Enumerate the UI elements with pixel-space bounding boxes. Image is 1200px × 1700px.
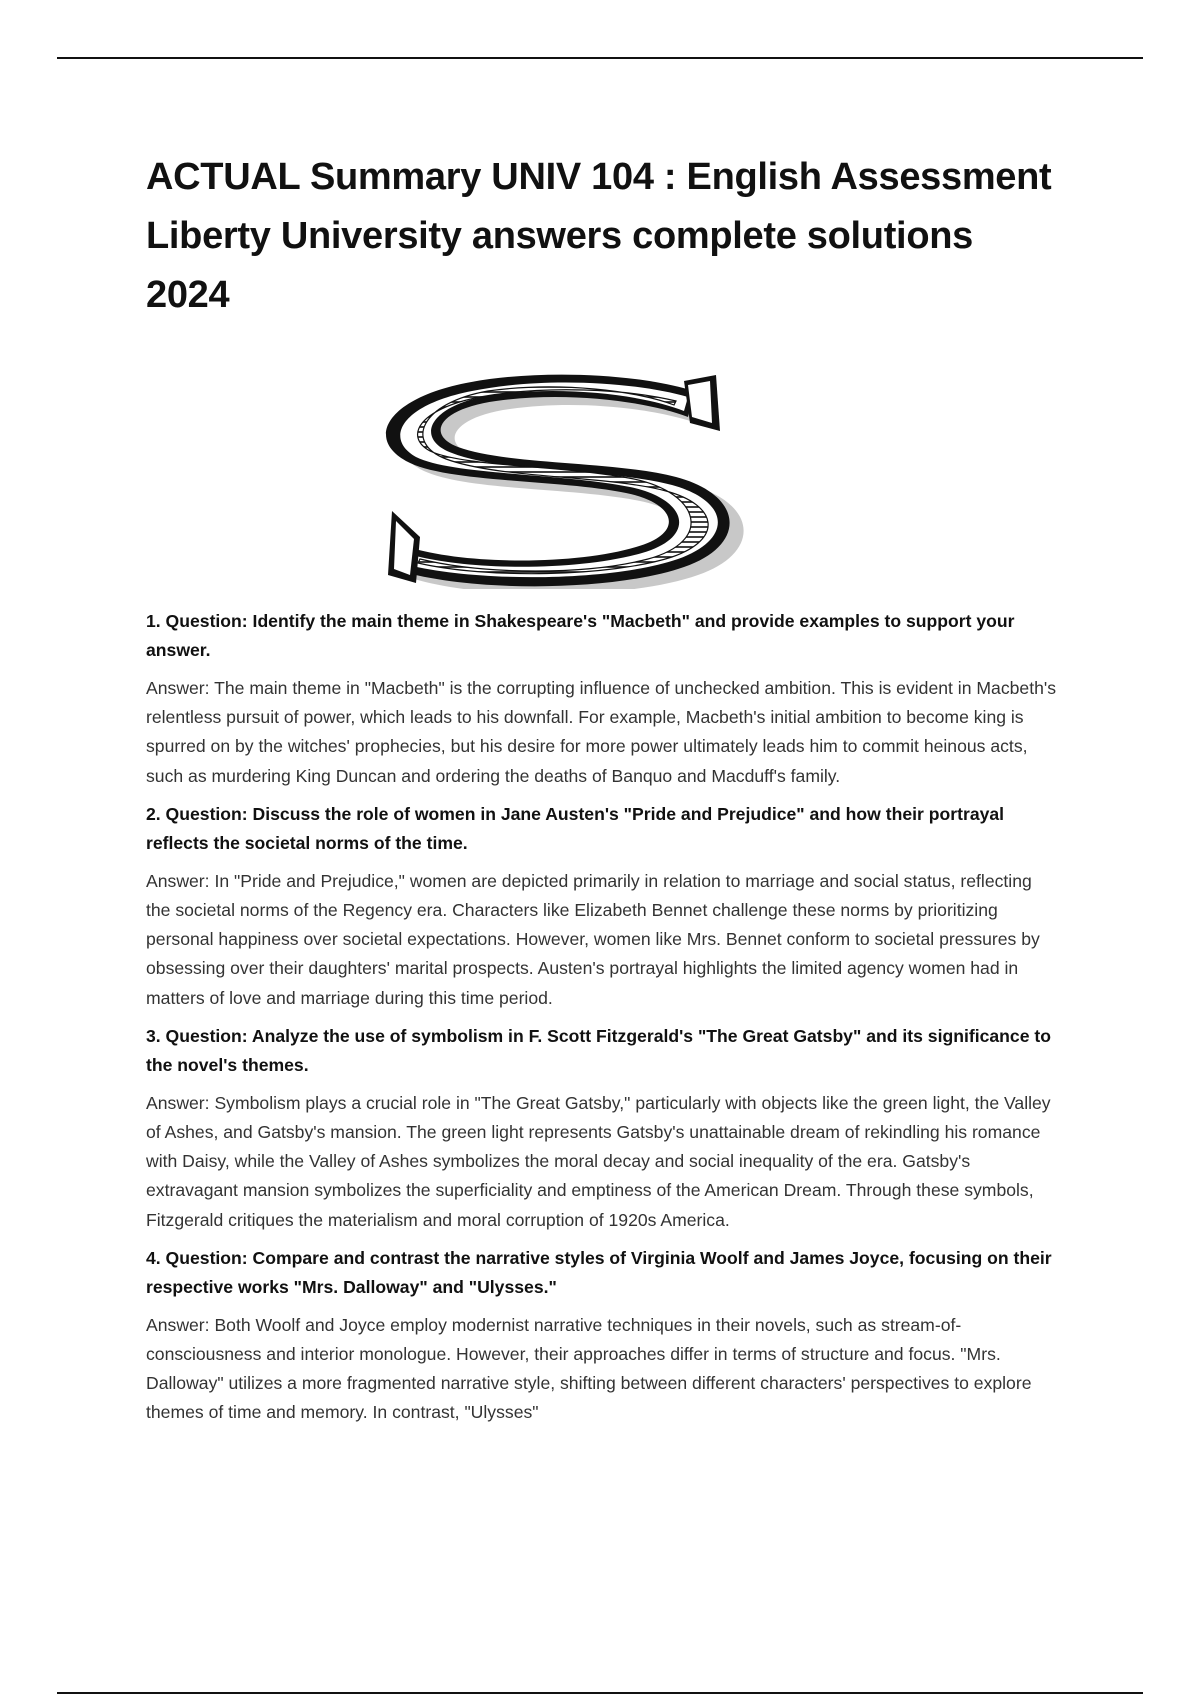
qa-list [146, 607, 1058, 1428]
answer-4: Answer: Both Woolf and Joyce employ modernist narrative techniques in their novels, such as stream-of-consciousness and interior monologue. However, their approaches differ in terms of structure and focus. "Mrs. Dalloway" utilizes a more fragmented narrative style, shifting between different characters' perspectives to explore themes of time and memory. In contrast, "Ulysses" [146, 1314, 1032, 1423]
question-2: 2. Question: Discuss the role of women in Jane Austen's "Pride and Prejudice" and how their portrayal reflects the societal norms of the time. [146, 803, 1005, 853]
document-title: ACTUAL Summary UNIV 104 : English Assessment Liberty University answers complete solutions 2024 [146, 156, 1052, 316]
bottom-rule [57, 1692, 1143, 1694]
stylized-letter-s-logo-icon [296, 361, 806, 589]
question-3: 3. Question: Analyze the use of symbolism in F. Scott Fitzgerald's "The Great Gatsby" and its significance to the novel's themes. [146, 1025, 1051, 1075]
answer-2: Answer: In "Pride and Prejudice," women are depicted primarily in relation to marriage and social status, reflecting the societal norms of the Regency era. Characters like Elizabeth Bennet challenge these norms by prioritizing personal happiness over societal expectations. However, women like Mrs. Bennet conform to societal pressures by obsessing over their daughters' marital prospects. Austen's portrayal highlights the limited agency women had in matters of love and marriage during this time period. [146, 870, 1040, 1008]
logo-container [146, 361, 1058, 589]
top-rule [57, 57, 1143, 59]
answer-3: Answer: Symbolism plays a crucial role in "The Great Gatsby," particularly with objects like the green light, the Valley of Ashes, and Gatsby's mansion. The green light represents Gatsby's unattainable dream of rekindling his romance with Daisy, while the Valley of Ashes symbolizes the moral decay and social inequality of the era. Gatsby's extravagant mansion symbolizes the superficiality and emptiness of the American Dream. Through these symbols, Fitzgerald critiques the materialism and moral corruption of 1920s America. [146, 1092, 1051, 1230]
question-4: 4. Question: Compare and contrast the narrative styles of Virginia Woolf and James Joyce, focusing on their respective works "Mrs. Dalloway" and "Ulysses." [146, 1247, 1052, 1297]
answer-1: Answer: The main theme in "Macbeth" is the corrupting influence of unchecked ambition. This is evident in Macbeth's relentless pursuit of power, which leads to his downfall. For example, Macbeth's initial ambition to become king is spurred on by the witches' prophecies, but his desire for more power ultimately leads him to commit heinous acts, such as murdering King Duncan and ordering the deaths of Banquo and Macduff's family. [146, 678, 1057, 786]
question-1: 1. Question: Identify the main theme in Shakespeare's "Macbeth" and provide examples to support your answer. [146, 611, 1015, 660]
document-body [146, 148, 1058, 1437]
